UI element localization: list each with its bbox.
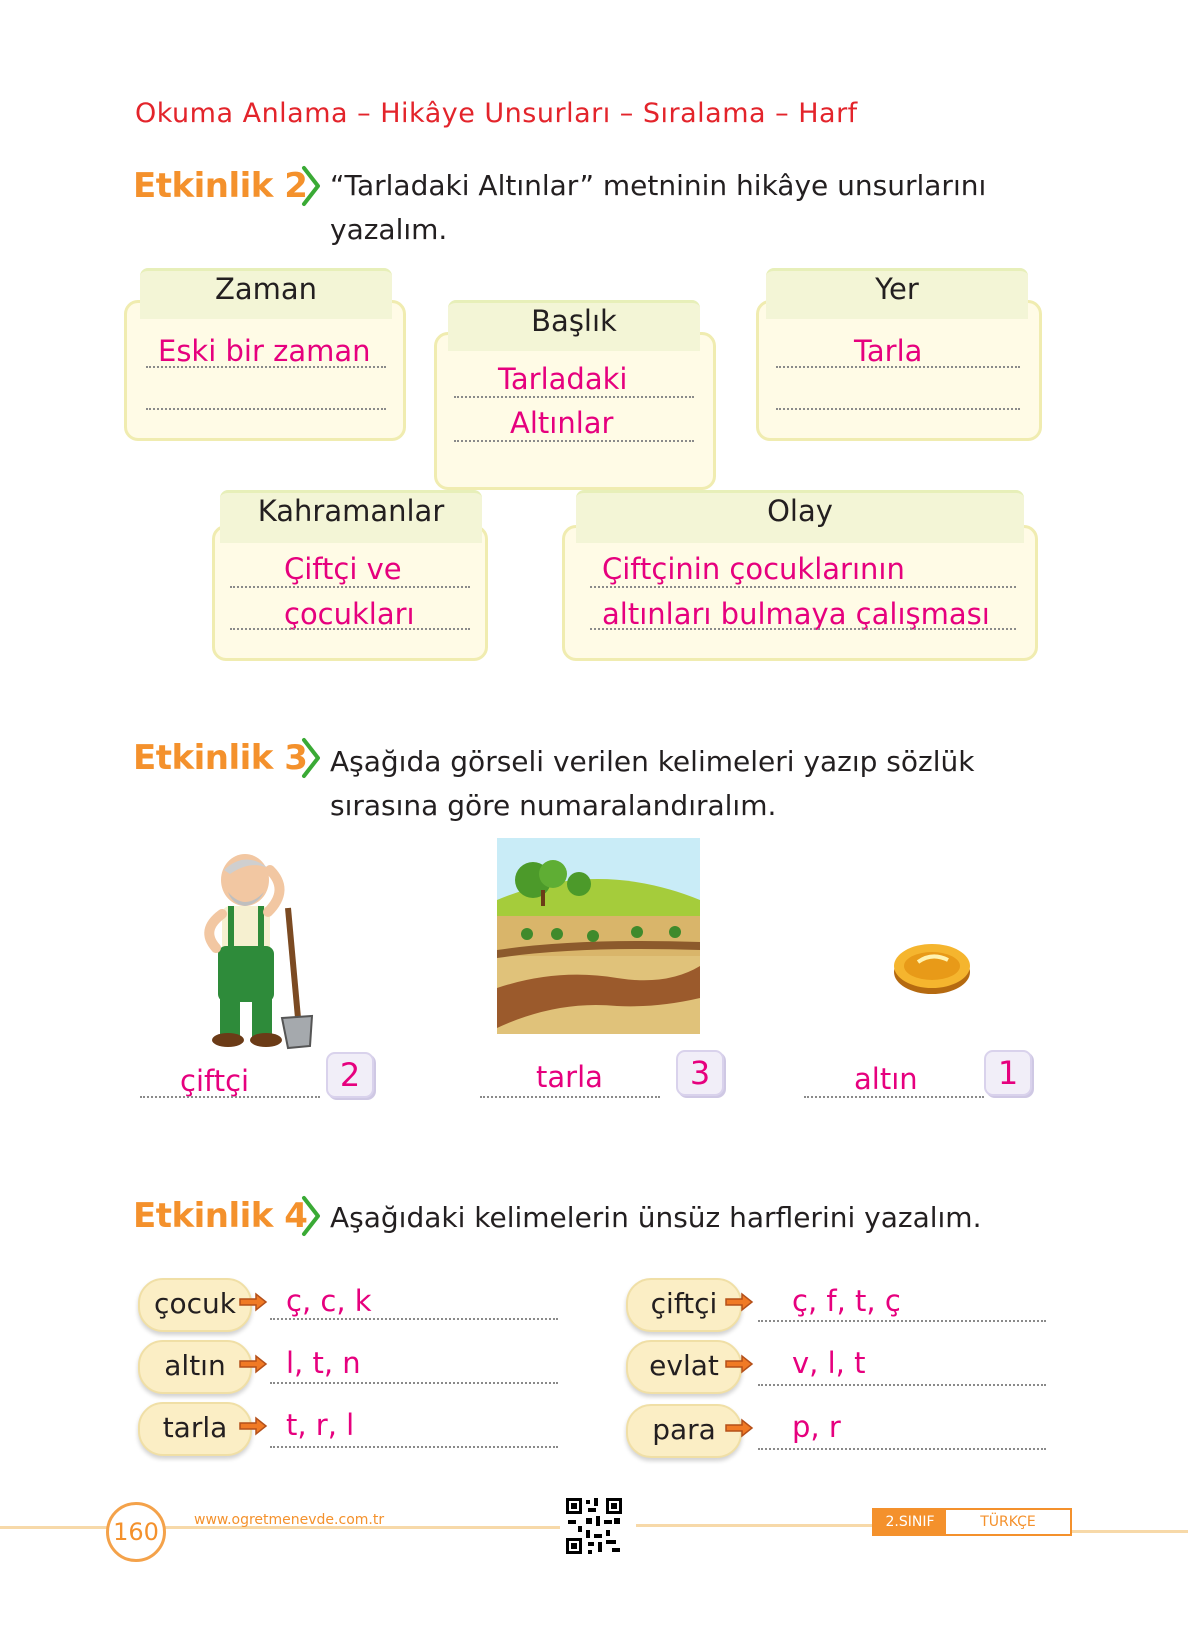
yer-label: Yer [875,272,919,306]
zaman-answer: Eski bir zaman [158,334,371,368]
olay-label: Olay [767,494,833,528]
chevron-right-icon [300,164,322,208]
consonant-answer: t, r, l [286,1408,355,1442]
chevron-right-icon [300,736,322,780]
website-link[interactable]: www.ogretmenevde.com.tr [194,1512,385,1528]
order-number-box: 3 [676,1050,724,1096]
consonant-answer: l, t, n [286,1346,361,1380]
etkinlik-3-instruction-line2: sırasına göre numaralandıralım. [330,789,777,822]
baslik-answer-line2: Altınlar [510,406,614,440]
order-number-box: 1 [984,1050,1032,1096]
qr-code-icon [564,1496,624,1556]
word-pill: altın [138,1340,252,1394]
word-pill: tarla [138,1402,252,1456]
baslik-label: Başlık [531,304,617,338]
olay-answer-line2: altınları bulmaya çalışması [602,597,990,631]
grade-subject-badge [872,1508,1072,1536]
arrow-right-icon [724,1292,754,1312]
consonant-answer: ç, f, t, ç [792,1284,901,1318]
farmer-image [180,850,320,1050]
page-number-badge [106,1502,166,1562]
arrow-right-icon [238,1292,268,1312]
consonant-answer: v, l, t [792,1346,866,1380]
kahramanlar-answer-line2: çocukları [284,597,415,631]
grade-label: 2.SINIF [874,1510,946,1534]
word-pill: para [626,1404,742,1458]
word-pill: evlat [626,1340,742,1394]
page-number: 160 [113,1518,159,1546]
word-pill: çiftçi [626,1278,742,1332]
etkinlik-2-instruction-line1: “Tarladaki Altınlar” metninin hikâye unsurlarını [330,169,987,202]
arrow-right-icon [724,1418,754,1438]
baslik-answer-line1: Tarladaki [498,362,628,396]
field-image [497,838,700,1034]
word-answer: çiftçi [180,1064,250,1098]
kahramanlar-answer-line1: Çiftçi ve [284,552,402,586]
order-number-box: 2 [326,1052,374,1098]
arrow-right-icon [238,1354,268,1374]
etkinlik-3-instruction-line1: Aşağıda görseli verilen kelimeleri yazıp sözlük [330,745,975,778]
kahramanlar-label: Kahramanlar [257,494,445,528]
word-answer: altın [854,1062,918,1096]
gold-coin-image [892,940,972,996]
etkinlik-3-title: Etkinlik 3 [133,738,308,778]
olay-answer-line1: Çiftçinin çocuklarının [602,552,905,586]
subject-label: TÜRKÇE [980,1514,1036,1530]
etkinlik-4-title: Etkinlik 4 [133,1196,308,1236]
etkinlik-2-title: Etkinlik 2 [133,166,308,206]
yer-answer: Tarla [854,334,923,368]
arrow-right-icon [724,1354,754,1374]
consonant-answer: p, r [792,1410,841,1444]
word-pill: çocuk [138,1278,252,1332]
word-answer: tarla [536,1060,603,1094]
arrow-right-icon [238,1416,268,1436]
etkinlik-2-instruction-line2: yazalım. [330,213,448,246]
topic-header: Okuma Anlama – Hikâye Unsurları – Sıralama – Harf [135,98,858,129]
chevron-right-icon [300,1194,322,1238]
etkinlik-4-instruction: Aşağıdaki kelimelerin ünsüz harflerini yazalım. [330,1201,982,1234]
consonant-answer: ç, c, k [286,1284,372,1318]
zaman-label: Zaman [214,272,318,306]
